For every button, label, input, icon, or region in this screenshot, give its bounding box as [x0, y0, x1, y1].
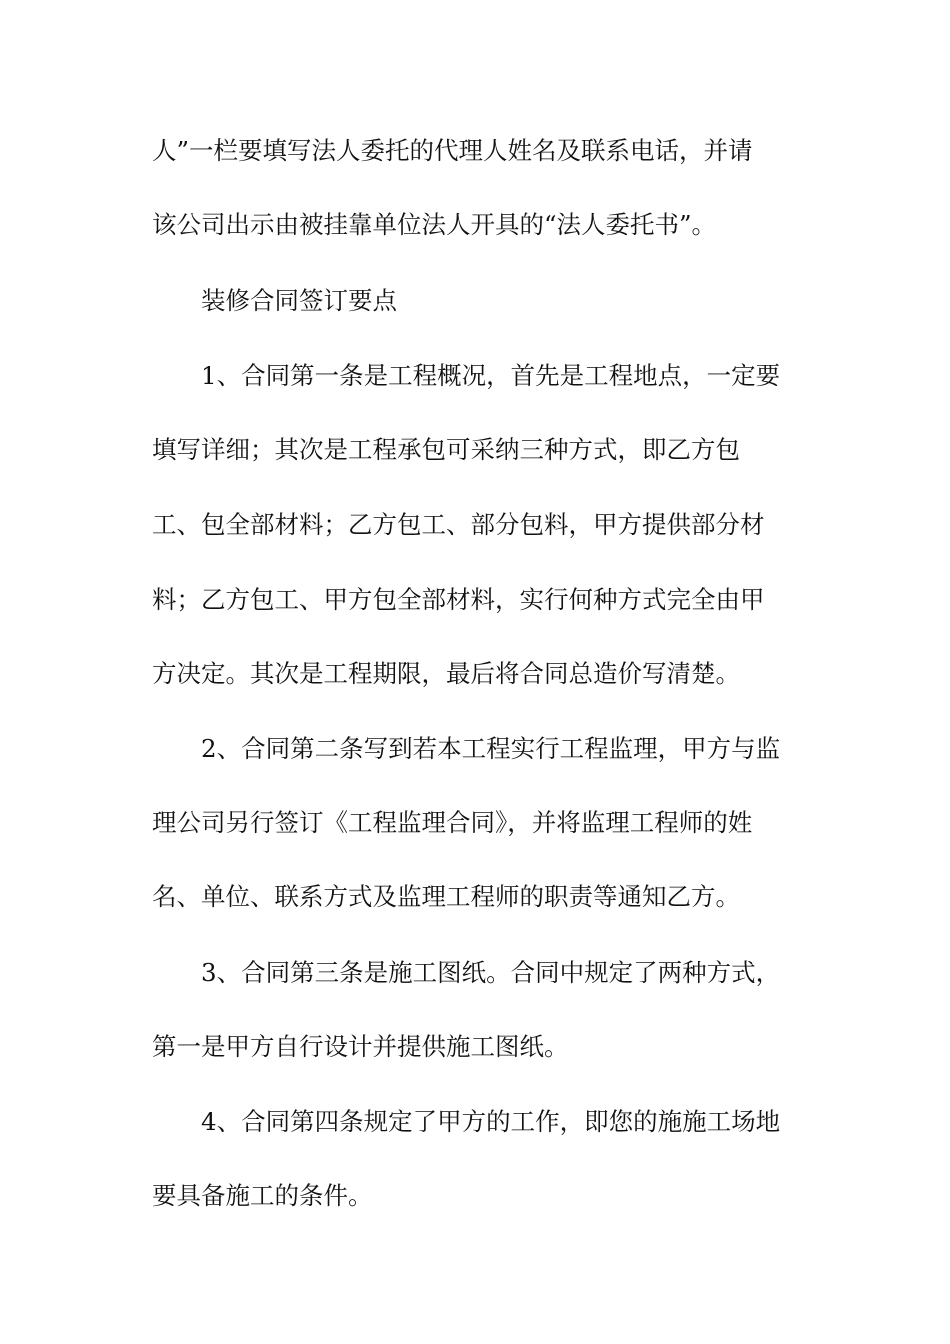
text-line: 4、合同第四条规定了甲方的工作，即您的施施工场地: [201, 1107, 781, 1136]
text-line: 人”一栏要填写法人委托的代理人姓名及联系电话，并请: [152, 136, 753, 165]
text-line: 1、合同第一条是工程概况，首先是工程地点，一定要: [201, 361, 781, 390]
text-line: 该公司出示由被挂靠单位法人开具的“法人委托书”。: [152, 210, 717, 239]
section-heading: 装修合同签订要点: [201, 286, 397, 315]
text-line: 理公司另行签订《工程监理合同》，并将监理工程师的姓: [152, 808, 753, 837]
text-line: 第一是甲方自行设计并提供施工图纸。: [152, 1032, 569, 1061]
text-line: 3、合同第三条是施工图纸。合同中规定了两种方式，: [201, 958, 781, 987]
text-line: 料；乙方包工、甲方包全部材料，实行何种方式完全由甲: [152, 585, 765, 614]
text-line: 工、包全部材料；乙方包工、部分包料，甲方提供部分材: [152, 510, 765, 539]
text-line: 2、合同第二条写到若本工程实行工程监理，甲方与监: [201, 734, 781, 763]
text-line: 名、单位、联系方式及监理工程师的职责等通知乙方。: [152, 882, 740, 911]
text-line: 要具备施工的条件。: [152, 1181, 373, 1210]
text-line: 方决定。其次是工程期限，最后将合同总造价写清楚。: [152, 659, 740, 688]
text-line: 填写详细；其次是工程承包可采纳三种方式，即乙方包: [152, 435, 740, 464]
